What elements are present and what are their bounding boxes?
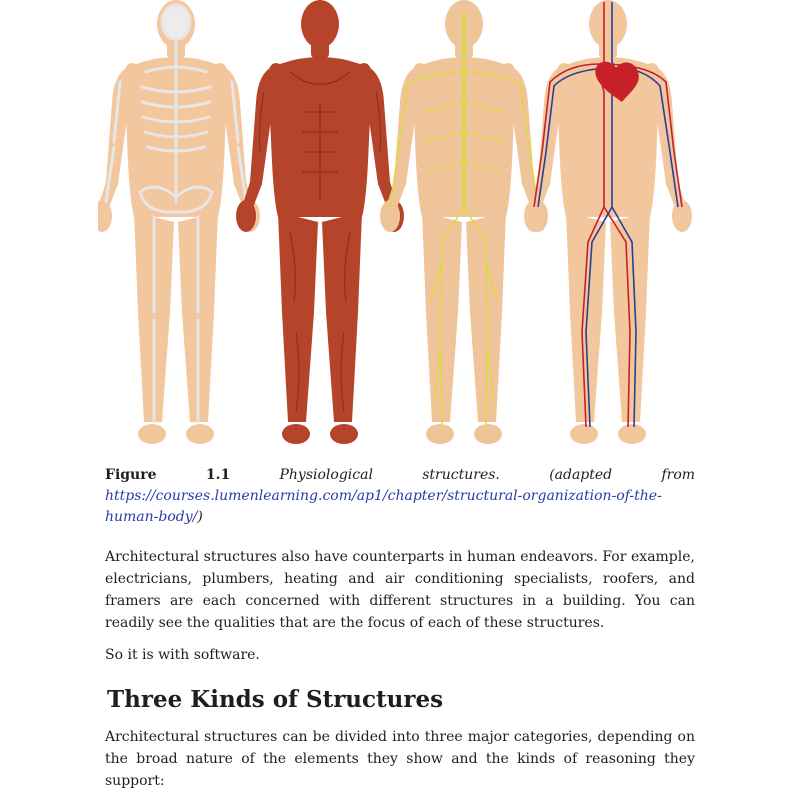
nervous-system-figure	[380, 0, 548, 444]
physiological-structures-illustration	[98, 0, 702, 452]
skeletal-system-figure	[98, 0, 260, 444]
section-heading: Three Kinds of Structures	[107, 686, 444, 713]
body-paragraph-3: Architectural structures can be divided into three major categories, depending on the broad nature of the elements they show and the kinds of reasoning they support:	[105, 729, 695, 789]
circulatory-system-figure	[524, 0, 692, 444]
body-paragraph-2: So it is with software.	[105, 647, 260, 663]
figure-number: 1.1	[205, 467, 231, 483]
figure-title: Physiological structures.	[279, 467, 500, 483]
figure-caption	[105, 465, 695, 528]
muscular-system-figure	[236, 0, 404, 444]
figure-source-prefix: (adapted from	[549, 467, 696, 483]
figure-source-link[interactable]: https://courses.lumenlearning.com/ap1/chapter/structural-organization-of-the-human-body/	[105, 488, 662, 525]
figure-label: Figure	[105, 467, 157, 483]
body-paragraph-1: Architectural structures also have counterparts in human endeavors. For example, electricians, plumbers, heating and air conditioning specialists, roofers, and framers are each concerned with different structures in a building. You can readily see the qualities that are the focus of each of these structures.	[105, 549, 695, 631]
figure-source-suffix: )	[197, 509, 203, 525]
